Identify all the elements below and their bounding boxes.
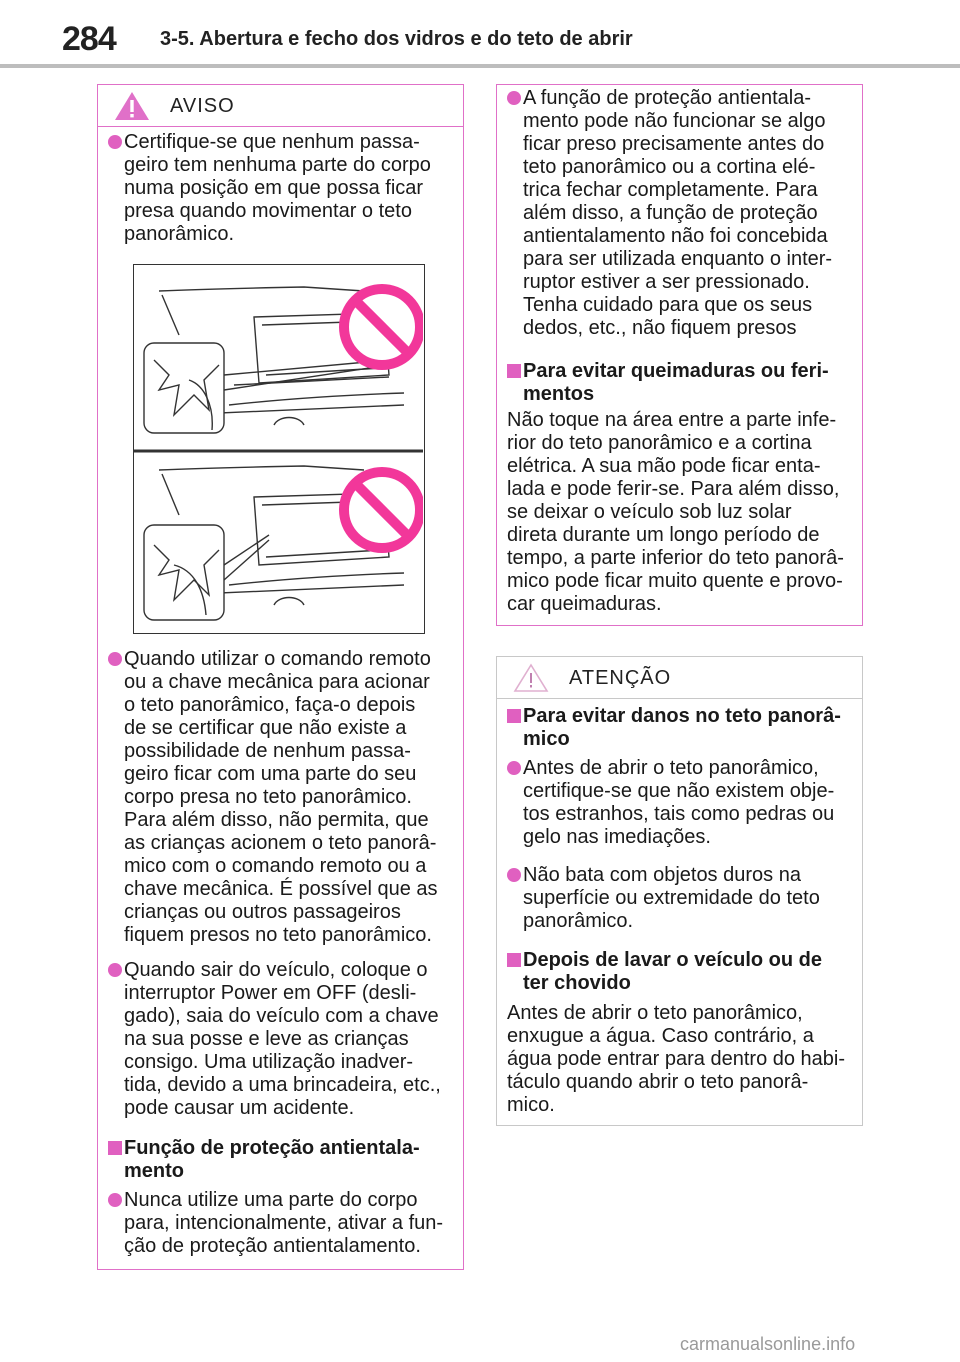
subheading: Para evitar danos no teto panorâ- mico bbox=[497, 705, 862, 751]
bullet-icon bbox=[108, 652, 122, 666]
square-bullet-icon bbox=[507, 709, 521, 723]
page-header bbox=[0, 0, 960, 68]
page-number: 284 bbox=[62, 20, 116, 58]
list-item: Certifique-se que nenhum passa- geiro tem nenhuma parte do corpo numa posição em que possa ficar presa quando movimentar o teto panorâmico. bbox=[98, 131, 463, 246]
header-rule bbox=[0, 64, 960, 68]
warning-continued-panel bbox=[496, 84, 863, 626]
bullet-icon bbox=[507, 91, 521, 105]
list-item: A função de proteção antientala- mento pode não funcionar se algo ficar preso precisamente antes do teto panorâmico ou a cortina elé- trica fechar completamente. Para além disso, a função de proteção antientalamento não foi concebida para ser utilizada enquanto o inter- ruptor estiver a ser pressionado. Tenha cuidado para que os seus dedos, etc., não fiquem presos bbox=[497, 87, 862, 340]
prohibition-icon bbox=[344, 472, 420, 548]
square-bullet-icon bbox=[108, 1141, 122, 1155]
square-bullet-icon bbox=[507, 953, 521, 967]
warning-heading: AVISO bbox=[170, 95, 235, 117]
warning-triangle-icon bbox=[114, 91, 150, 121]
bullet-icon bbox=[108, 963, 122, 977]
prohibition-icon bbox=[344, 289, 420, 365]
pinch-hazard-illustration bbox=[133, 264, 425, 634]
section-title: 3-5. Abertura e fecho dos vidros e do teto de abrir bbox=[160, 28, 633, 50]
list-item: Antes de abrir o teto panorâmico, certifique-se que não existem obje- tos estranhos, tais como pedras ou gelo nas imediações. bbox=[497, 757, 862, 849]
bullet-icon bbox=[507, 868, 521, 882]
subheading: Função de proteção antientala- mento bbox=[98, 1137, 463, 1183]
caution-panel-header bbox=[497, 657, 862, 699]
sunroof-pinch-drawing bbox=[134, 265, 423, 632]
list-item: Não bata com objetos duros na superfície ou extremidade do teto panorâmico. bbox=[497, 864, 862, 933]
square-bullet-icon bbox=[507, 364, 521, 378]
caution-heading: ATENÇÃO bbox=[569, 667, 672, 689]
caution-panel bbox=[496, 656, 863, 1126]
list-item: Quando sair do veículo, coloque o interruptor Power em OFF (desli- gado), saia do veículo com a chave na sua posse e leve as crianças consigo. Uma utilização inadver- tida, devido a uma brincadeira, etc., pode causar um acidente. bbox=[98, 959, 463, 1120]
paragraph: Antes de abrir o teto panorâmico, enxugue a água. Caso contrário, a água pode entrar para dentro do habi- táculo quando abrir o teto panorâ- mico. bbox=[507, 1002, 846, 1116]
paragraph: Não toque na área entre a parte infe- rior do teto panorâmico e a cortina elétrica. A sua mão pode ficar enta- lada e pode ferir-se. Para além disso, se deixar o veículo sob luz solar direta durante um longo período de tempo, a parte inferior do teto panorâ- mico pode ficar muito quente e provo- car queimaduras. bbox=[507, 409, 844, 615]
warning-panel bbox=[97, 84, 464, 1270]
warning-panel-header bbox=[98, 85, 463, 127]
watermark: carmanualsonline.info bbox=[680, 1334, 856, 1354]
bullet-icon bbox=[108, 1193, 122, 1207]
subheading: Para evitar queimaduras ou feri- mentos bbox=[497, 360, 862, 406]
bullet-icon bbox=[108, 135, 122, 149]
list-item: Nunca utilize uma parte do corpo para, intencionalmente, ativar a fun- ção de proteção antientalamento. bbox=[98, 1189, 463, 1258]
subheading: Depois de lavar o veículo ou de ter chovido bbox=[497, 949, 862, 995]
list-item: Quando utilizar o comando remoto ou a chave mecânica para acionar o teto panorâmico, faça-o depois de se certificar que não existe a possibilidade de nenhum passa- geiro ficar com uma parte do seu corpo presa no teto panorâmico. Para além disso, não permita, que as crianças acionem o teto panorâ- mico com o comando remoto ou a chave mecânica. É possível que as crianças ou outros passageiros fiquem presos no teto panorâmico. bbox=[98, 648, 463, 947]
caution-triangle-icon bbox=[513, 663, 549, 693]
bullet-icon bbox=[507, 761, 521, 775]
